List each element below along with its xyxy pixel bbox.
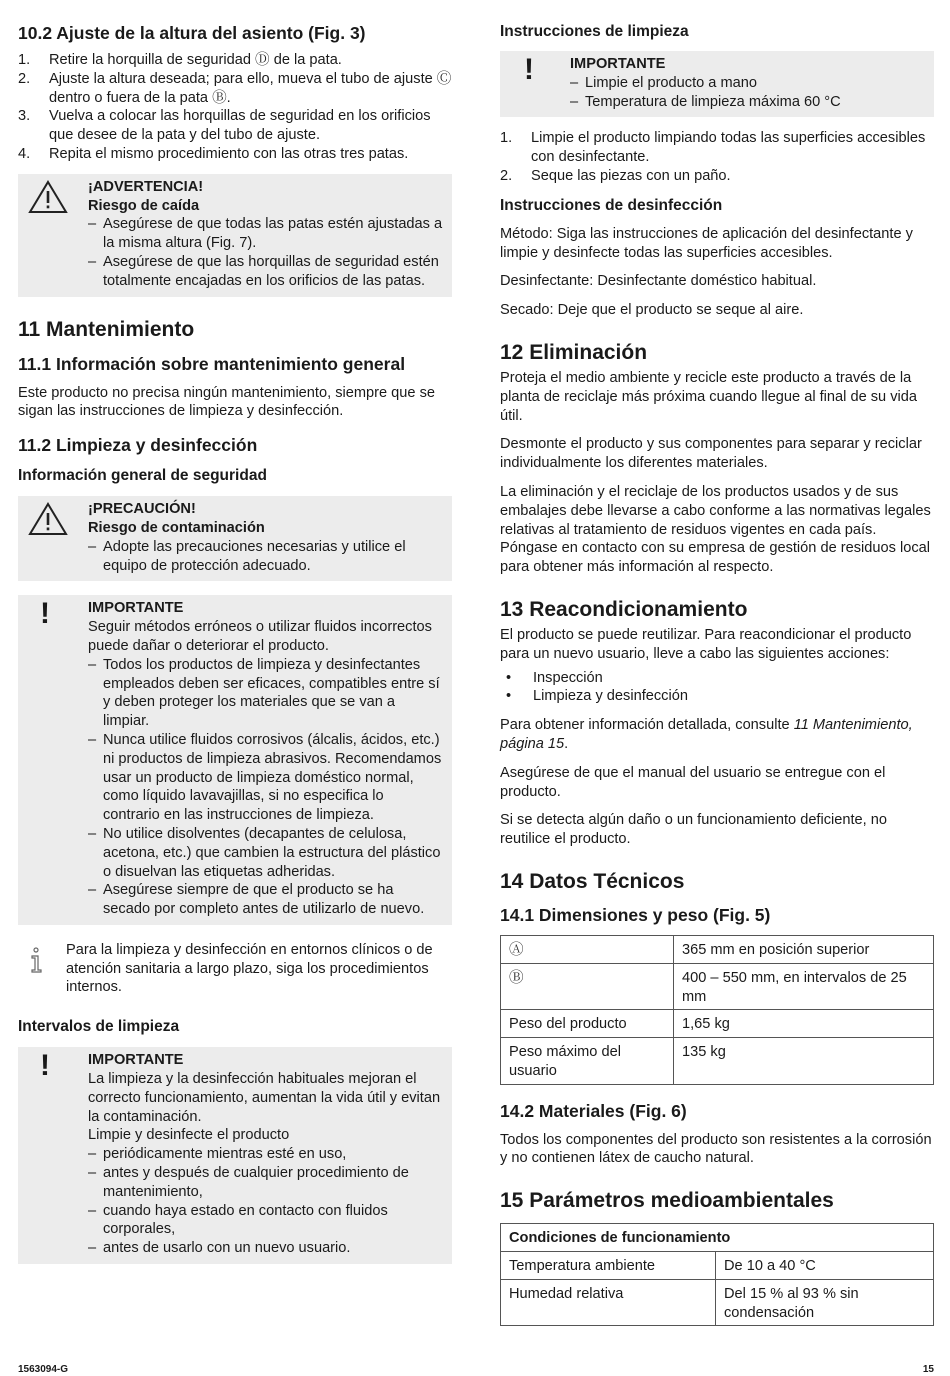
section-11-1-title: 11.1 Información sobre mantenimiento general <box>18 353 406 374</box>
table-row <box>501 935 934 963</box>
list-item <box>18 70 452 108</box>
section-14-1-title: 14.1 Dimensiones y peso (Fig. 5) <box>500 904 771 925</box>
section-15-title: 15 Parámetros medioambientales <box>500 1189 834 1213</box>
list-item: – Asegúrese de que todas las patas estén ajustadas a la misma altura (Fig. 7). <box>88 215 444 253</box>
table-cell: Ⓐ <box>501 935 674 963</box>
table-cell: Del 15 % al 93 % sin condensación <box>716 1279 934 1326</box>
warning-triangle-icon <box>28 502 68 542</box>
list-item: – Asegúrese de que las horquillas de seguridad estén totalmente encajadas en los orificios de las patas. <box>88 253 444 291</box>
warning-box <box>18 174 452 297</box>
table-cell: Temperatura ambiente <box>501 1252 716 1280</box>
step-number: 2. <box>500 167 513 184</box>
table-header-cell: Condiciones de funcionamiento <box>501 1224 934 1252</box>
list-item: – Nunca utilice fluidos corrosivos (álcalis, ácidos, etc.) ni productos de limpieza abrasivos. Recomendamos usar un producto de limpieza doméstico normal, como líquido lavavajillas, si no especifica lo contrario en las instrucciones de limpieza. <box>88 731 444 825</box>
list-item: – No utilice disolventes (decapantes de celulosa, acetona, etc.) que cambien la estructura del plástico o disuelvan las etiquetas adheridas. <box>88 825 444 881</box>
info-icon <box>30 947 44 979</box>
disposal-paragraph: Proteja el medio ambiente y recicle este producto a través de la planta de reciclaje más próxima cuando llegue al final de su vida útil. <box>500 369 917 424</box>
reconditioning-paragraph: Asegúrese de que el manual del usuario se entregue con el producto. <box>500 764 886 800</box>
warning-subtitle: Riesgo de caída <box>88 197 200 214</box>
step-text: Retire la horquilla de seguridad Ⓓ de la pata. <box>49 52 342 68</box>
table-row <box>501 1038 934 1085</box>
caution-box <box>18 496 452 581</box>
list-item: – antes y después de cualquier procedimiento de mantenimiento, <box>88 1164 444 1202</box>
cross-reference-link[interactable]: 11 Mantenimiento, página 15 <box>500 717 913 752</box>
important-title: IMPORTANTE <box>88 1052 184 1069</box>
important-text: La limpieza y la desinfección habituales mejoran el correcto funcionamiento, aumentan la vida útil y evitan la contaminación. <box>88 1071 441 1125</box>
table-cell: Peso máximo del usuario <box>501 1038 674 1085</box>
section-14-2-title: 14.2 Materiales (Fig. 6) <box>500 1100 687 1121</box>
info-note-text: Para la limpieza y desinfección en entornos clínicos o de atención sanitaria a largo plazo, siga los procedimientos internos. <box>66 941 433 996</box>
reconditioning-paragraph: El producto se puede reutilizar. Para reacondicionar el producto para un nuevo usuario, lleve a cabo las siguientes acciones: <box>500 626 912 662</box>
drying-text: Secado: Deje que el producto se seque al aire. <box>500 302 804 319</box>
exclamation-icon: ! <box>40 597 50 631</box>
section-11-title: 11 Mantenimiento <box>18 317 195 341</box>
reference-prefix: Para obtener información detallada, consulte <box>500 717 794 734</box>
cleaning-intervals-title: Intervalos de limpieza <box>18 1018 180 1036</box>
caution-subtitle: Riesgo de contaminación <box>88 519 265 536</box>
table-cell: Humedad relativa <box>501 1279 716 1326</box>
maintenance-text: Este producto no precisa ningún mantenimiento, siempre que se sigan las instrucciones de limpieza y desinfección. <box>18 384 435 420</box>
step-number: 1. <box>500 130 513 147</box>
step-text: Repita el mismo procedimiento con las otras tres patas. <box>49 145 409 162</box>
table-cell: De 10 a 40 °C <box>716 1252 934 1280</box>
info-note <box>18 941 452 997</box>
important-text: Seguir métodos erróneos o utilizar fluidos incorrectos puede dañar o deteriorar el producto. <box>88 619 432 654</box>
reconditioning-paragraph <box>500 716 934 754</box>
disinfectant-text: Desinfectante: Desinfectante doméstico habitual. <box>500 273 817 290</box>
table-cell: 365 mm en posición superior <box>674 935 934 963</box>
materials-text: Todos los componentes del producto son resistentes a la corrosión y no contienen látex de caucho natural. <box>500 1131 932 1167</box>
important-list <box>88 1145 444 1258</box>
important-title: IMPORTANTE <box>88 600 184 617</box>
exclamation-icon: ! <box>40 1049 50 1083</box>
section-14-title: 14 Datos Técnicos <box>500 869 685 893</box>
step-text: Seque las piezas con un paño. <box>531 167 731 184</box>
section-11-2-title: 11.2 Limpieza y desinfección <box>18 435 258 456</box>
important-box <box>500 51 934 117</box>
section-13-title: 13 Reacondicionamiento <box>500 597 748 621</box>
important-box <box>18 1047 452 1264</box>
step-number: 3. <box>18 108 31 125</box>
list-item: – cuando haya estado en contacto con fluidos corporales, <box>88 1202 444 1240</box>
list-item <box>500 129 934 167</box>
list-item <box>18 51 452 70</box>
list-item <box>18 145 452 164</box>
step-text: Limpie el producto limpiando todas las superficies accesibles con desinfectante. <box>531 130 926 166</box>
disinfection-instructions-title: Instrucciones de desinfección <box>500 196 723 214</box>
step-number: 1. <box>18 52 31 68</box>
exclamation-icon: ! <box>524 53 534 86</box>
step-text: Vuelva a colocar las horquillas de seguridad en los orificios que desee de la pata y del tubo de ajuste. <box>49 108 431 144</box>
disinfection-method: Método: Siga las instrucciones de aplicación del desinfectante y limpie y desinfecte todas las superficies accesibles. <box>500 225 913 261</box>
table-row <box>501 963 934 1010</box>
table-cell: 400 – 550 mm, en intervalos de 25 mm <box>674 963 934 1010</box>
list-item: – periódicamente mientras esté en uso, <box>88 1145 444 1164</box>
table-cell: 1,65 kg <box>674 1010 934 1038</box>
cleaning-instructions-title: Instrucciones de limpieza <box>500 23 689 40</box>
table-cell: Peso del producto <box>501 1010 674 1038</box>
section-12-title: 12 Eliminación <box>500 340 648 364</box>
environment-table <box>500 1223 934 1326</box>
page-number: 15 <box>922 1364 934 1375</box>
table-row <box>501 1252 934 1280</box>
list-item <box>500 167 934 186</box>
seat-height-steps <box>18 51 452 164</box>
left-column <box>18 22 452 1264</box>
caution-list <box>88 538 444 576</box>
table-row <box>501 1279 934 1326</box>
step-number: 4. <box>18 145 31 162</box>
table-header-row <box>501 1224 934 1252</box>
warning-title: ¡ADVERTENCIA! <box>88 178 204 195</box>
safety-info-title: Información general de seguridad <box>18 467 267 485</box>
important-list <box>570 74 926 112</box>
section-10-2-title: 10.2 Ajuste de la altura del asiento (Fig. 3) <box>18 23 366 43</box>
cleaning-steps <box>500 129 934 185</box>
warning-triangle-icon <box>28 180 68 220</box>
right-column <box>500 22 934 1326</box>
document-number: 1563094-G <box>18 1364 69 1375</box>
disposal-paragraph: Desmonte el producto y sus componentes para separar y reciclar individualmente los diferentes materiales. <box>500 436 922 472</box>
table-row <box>501 1010 934 1038</box>
list-item: – Asegúrese siempre de que el producto se ha secado por completo antes de utilizarlo de nuevo. <box>88 881 444 919</box>
reconditioning-paragraph: Si se detecta algún daño o un funcionamiento deficiente, no reutilice el producto. <box>500 812 888 848</box>
step-text: Ajuste la altura deseada; para ello, mueva el tubo de ajuste Ⓒ dentro o fuera de la pata Ⓑ. <box>49 70 452 106</box>
reconditioning-actions <box>500 669 934 707</box>
table-cell: Ⓑ <box>501 963 674 1010</box>
reference-suffix: . <box>564 735 569 752</box>
step-number: 2. <box>18 70 31 87</box>
important-list <box>88 656 444 919</box>
list-item: – Temperatura de limpieza máxima 60 °C <box>570 93 926 112</box>
list-item: – Adopte las precauciones necesarias y utilice el equipo de protección adecuado. <box>88 538 444 576</box>
table-cell: 135 kg <box>674 1038 934 1085</box>
important-text: Limpie y desinfecte el producto <box>88 1127 290 1144</box>
important-title: IMPORTANTE <box>570 56 666 72</box>
list-item: – Limpie el producto a mano <box>570 74 926 93</box>
important-box <box>18 595 452 925</box>
list-item <box>18 107 452 145</box>
dimensions-table <box>500 935 934 1085</box>
warning-list <box>88 215 444 290</box>
disposal-paragraph: La eliminación y el reciclaje de los productos usados y de sus embalajes debe llevarse a cabo conforme a las normativas legales relativas al tratamiento de residuos vigentes en cada país. Póngase en contacto con su empresa de gestión de residuos local para obtener más información al respecto. <box>500 483 931 576</box>
list-item: • Inspección <box>500 669 934 688</box>
caution-title: ¡PRECAUCIÓN! <box>88 501 196 518</box>
list-item: • Limpieza y desinfección <box>500 687 934 706</box>
list-item: – Todos los productos de limpieza y desinfectantes empleados deben ser eficaces, compatibles entre sí y deben proteger los materiales que se van a limpiar. <box>88 656 444 731</box>
list-item: – antes de usarlo con un nuevo usuario. <box>88 1239 444 1258</box>
